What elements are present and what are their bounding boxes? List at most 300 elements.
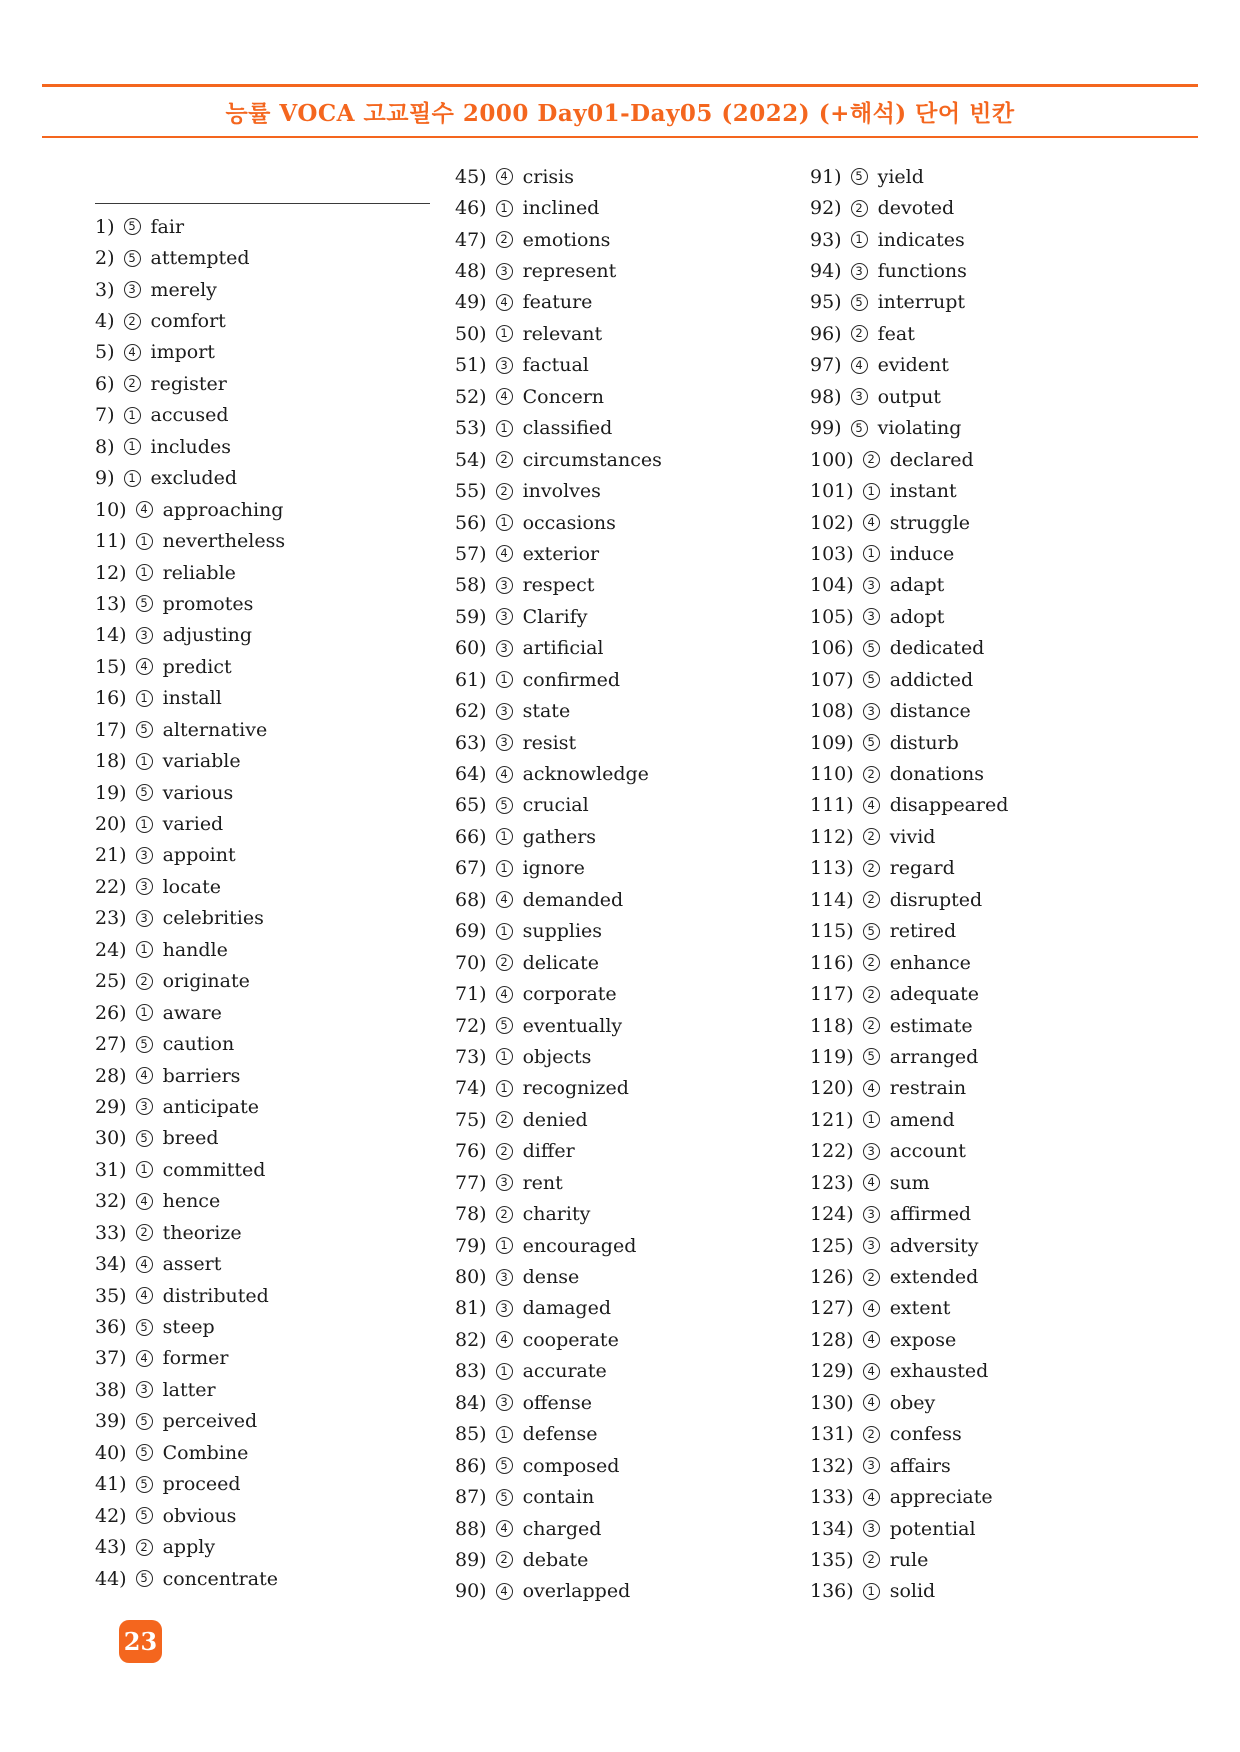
answer-word: denied (522, 1108, 588, 1131)
choice-circle: 5 (136, 1413, 153, 1430)
answer-item (95, 274, 440, 305)
choice-circle: 2 (863, 1269, 880, 1286)
answer-word: confirmed (522, 668, 621, 691)
answer-item (95, 242, 440, 273)
answer-number: 14) (95, 624, 127, 647)
answer-number: 87) (455, 1486, 487, 1509)
answer-word: locate (162, 875, 221, 898)
answer-word: eventually (522, 1014, 623, 1037)
answer-number: 5) (95, 341, 115, 364)
answer-number: 94) (810, 260, 842, 283)
answer-word: struggle (889, 511, 971, 534)
answer-item (455, 758, 800, 789)
answer-number: 41) (95, 1473, 127, 1496)
answer-number: 130) (810, 1391, 854, 1414)
answer-number: 126) (810, 1266, 854, 1289)
answer-number: 46) (455, 197, 487, 220)
answer-number: 26) (95, 1001, 127, 1024)
choice-circle: 1 (496, 1080, 513, 1097)
answer-number: 20) (95, 813, 127, 836)
choice-circle: 2 (496, 1206, 513, 1223)
answer-item (455, 1261, 800, 1292)
answer-word: Combine (162, 1441, 249, 1464)
answer-number: 103) (810, 542, 854, 565)
answer-word: originate (162, 970, 250, 993)
choice-circle: 2 (863, 986, 880, 1003)
answer-item (95, 903, 440, 934)
answer-item (455, 916, 800, 947)
answer-item (95, 1437, 440, 1468)
answer-word: resist (522, 731, 577, 754)
answer-number: 29) (95, 1095, 127, 1118)
answer-item (810, 601, 1155, 632)
answer-number: 48) (455, 260, 487, 283)
answer-number: 89) (455, 1548, 487, 1571)
answer-item (810, 1419, 1155, 1450)
answer-item (95, 714, 440, 745)
choice-circle: 1 (863, 1111, 880, 1128)
choice-circle: 3 (496, 357, 513, 374)
choice-circle: 4 (496, 294, 513, 311)
answer-item (455, 350, 800, 381)
answer-item (810, 947, 1155, 978)
answer-number: 109) (810, 731, 854, 754)
answer-number: 101) (810, 480, 854, 503)
answer-word: aware (162, 1001, 222, 1024)
answer-number: 120) (810, 1077, 854, 1100)
choice-circle: 4 (136, 658, 153, 675)
answer-word: inclined (522, 197, 600, 220)
answer-item (810, 1041, 1155, 1072)
answer-word: feature (522, 291, 593, 314)
answer-word: rule (889, 1548, 929, 1571)
answer-item (95, 1311, 440, 1342)
answer-word: violating (877, 417, 962, 440)
choice-circle: 4 (863, 1300, 880, 1317)
answer-word: demanded (522, 888, 624, 911)
answer-word: declared (889, 448, 974, 471)
answer-item (810, 1387, 1155, 1418)
answer-item (95, 934, 440, 965)
answer-item (95, 1500, 440, 1531)
answer-number: 75) (455, 1108, 487, 1131)
answer-word: promotes (162, 592, 254, 615)
answer-number: 113) (810, 857, 854, 880)
answer-word: estimate (889, 1014, 973, 1037)
choice-circle: 3 (496, 640, 513, 657)
choice-circle: 5 (863, 1048, 880, 1065)
answer-number: 53) (455, 417, 487, 440)
answer-item (810, 192, 1155, 223)
choice-circle: 2 (863, 766, 880, 783)
answer-item (95, 683, 440, 714)
answer-word: classified (522, 417, 613, 440)
choice-circle: 1 (136, 1161, 153, 1178)
header-rule-bottom (42, 136, 1198, 138)
answer-number: 40) (95, 1441, 127, 1464)
answer-item (810, 664, 1155, 695)
choice-circle: 5 (863, 671, 880, 688)
answer-item (95, 1406, 440, 1437)
answer-item (455, 318, 800, 349)
choice-circle: 1 (863, 1583, 880, 1600)
answer-number: 33) (95, 1221, 127, 1244)
choice-circle: 3 (136, 1381, 153, 1398)
answer-item (455, 1387, 800, 1418)
choice-circle: 1 (136, 564, 153, 581)
answer-number: 97) (810, 354, 842, 377)
answer-number: 98) (810, 385, 842, 408)
choice-circle: 1 (863, 545, 880, 562)
answer-item (455, 1356, 800, 1387)
answer-word: cooperate (522, 1328, 619, 1351)
answer-item (455, 978, 800, 1009)
answer-word: vivid (889, 825, 936, 848)
answer-item (810, 350, 1155, 381)
answer-number: 62) (455, 700, 487, 723)
choice-circle: 2 (863, 1017, 880, 1034)
choice-circle: 1 (124, 438, 141, 455)
choice-circle: 5 (851, 420, 868, 437)
choice-circle: 5 (136, 1130, 153, 1147)
answer-number: 56) (455, 511, 487, 534)
answer-word: barriers (162, 1064, 241, 1087)
choice-circle: 2 (124, 313, 141, 330)
choice-circle: 5 (496, 1457, 513, 1474)
answer-word: perceived (162, 1410, 258, 1433)
answer-number: 42) (95, 1504, 127, 1527)
answer-number: 78) (455, 1203, 487, 1226)
answer-number: 54) (455, 448, 487, 471)
answer-word: regard (889, 857, 955, 880)
choice-circle: 1 (496, 1048, 513, 1065)
answer-item (810, 1450, 1155, 1481)
answer-item (810, 821, 1155, 852)
answer-number: 112) (810, 825, 854, 848)
answer-number: 25) (95, 970, 127, 993)
answer-item (455, 192, 800, 223)
answer-number: 43) (95, 1536, 127, 1559)
answer-item (810, 1576, 1155, 1607)
answer-number: 85) (455, 1423, 487, 1446)
choice-circle: 3 (851, 263, 868, 280)
answer-item (810, 570, 1155, 601)
choice-circle: 4 (124, 344, 141, 361)
answer-item (455, 1104, 800, 1135)
answer-number: 93) (810, 228, 842, 251)
choice-circle: 1 (136, 690, 153, 707)
answer-word: addicted (889, 668, 974, 691)
choice-circle: 3 (496, 577, 513, 594)
answer-number: 135) (810, 1548, 854, 1571)
choice-circle: 1 (496, 860, 513, 877)
choice-circle: 2 (136, 1224, 153, 1241)
answer-number: 76) (455, 1140, 487, 1163)
answer-word: acknowledge (522, 763, 649, 786)
choice-circle: 2 (863, 954, 880, 971)
answer-word: install (162, 687, 222, 710)
answer-number: 124) (810, 1203, 854, 1226)
answer-word: accused (150, 404, 229, 427)
choice-circle: 4 (136, 1193, 153, 1210)
answer-item (95, 400, 440, 431)
answer-word: steep (162, 1316, 215, 1339)
choice-circle: 5 (124, 218, 141, 235)
answer-number: 19) (95, 781, 127, 804)
answer-word: overlapped (522, 1580, 631, 1603)
answer-word: apply (162, 1536, 216, 1559)
answer-number: 100) (810, 448, 854, 471)
choice-circle: 3 (136, 910, 153, 927)
choice-circle: 1 (496, 325, 513, 342)
choice-circle: 1 (124, 407, 141, 424)
answer-word: merely (150, 278, 217, 301)
choice-circle: 2 (136, 1539, 153, 1556)
choice-circle: 1 (124, 470, 141, 487)
choice-circle: 5 (136, 1507, 153, 1524)
choice-circle: 3 (851, 388, 868, 405)
answer-word: factual (522, 354, 589, 377)
choice-circle: 3 (136, 1098, 153, 1115)
answer-number: 83) (455, 1360, 487, 1383)
answer-word: donations (889, 763, 984, 786)
answer-word: differ (522, 1140, 575, 1163)
answer-item (455, 884, 800, 915)
answer-item (455, 601, 800, 632)
answer-item (95, 1154, 440, 1185)
answer-word: composed (522, 1454, 620, 1477)
answer-item (95, 1469, 440, 1500)
choice-circle: 1 (136, 816, 153, 833)
answer-word: committed (162, 1158, 266, 1181)
choice-circle: 5 (863, 923, 880, 940)
choice-circle: 2 (863, 1426, 880, 1443)
choice-circle: 4 (496, 545, 513, 562)
answer-number: 44) (95, 1567, 127, 1590)
answer-item (455, 1230, 800, 1261)
choice-circle: 3 (863, 577, 880, 594)
choice-circle: 1 (496, 923, 513, 940)
choice-circle: 1 (496, 828, 513, 845)
answer-item (95, 1374, 440, 1405)
answer-item (455, 1481, 800, 1512)
answer-number: 91) (810, 165, 842, 188)
answer-number: 28) (95, 1064, 127, 1087)
answer-word: various (162, 781, 234, 804)
choice-circle: 4 (496, 1583, 513, 1600)
answer-word: retired (889, 920, 957, 943)
answer-number: 122) (810, 1140, 854, 1163)
choice-circle: 3 (863, 1206, 880, 1223)
choice-circle: 3 (136, 878, 153, 895)
answer-item (95, 1531, 440, 1562)
answer-item (455, 224, 800, 255)
answer-item (95, 966, 440, 997)
choice-circle: 5 (851, 294, 868, 311)
choice-circle: 2 (496, 231, 513, 248)
choice-circle: 2 (124, 375, 141, 392)
choice-circle: 4 (863, 1394, 880, 1411)
answer-number: 35) (95, 1284, 127, 1307)
answer-word: output (877, 385, 941, 408)
choice-circle: 2 (863, 891, 880, 908)
answer-word: adjusting (162, 624, 253, 647)
answer-number: 61) (455, 668, 487, 691)
answer-item (95, 651, 440, 682)
answer-number: 71) (455, 983, 487, 1006)
answer-number: 104) (810, 574, 854, 597)
answer-number: 121) (810, 1108, 854, 1131)
answer-item (95, 1186, 440, 1217)
answer-item (95, 1091, 440, 1122)
answer-word: obey (889, 1391, 936, 1414)
choice-circle: 3 (863, 1457, 880, 1474)
answer-number: 45) (455, 165, 487, 188)
answer-word: breed (162, 1127, 219, 1150)
choice-circle: 2 (863, 860, 880, 877)
answer-word: includes (150, 435, 231, 458)
choice-circle: 5 (851, 168, 868, 185)
choice-circle: 1 (496, 1363, 513, 1380)
answer-item (455, 287, 800, 318)
answer-word: import (150, 341, 215, 364)
answer-item (810, 1481, 1155, 1512)
choice-circle: 2 (496, 483, 513, 500)
answer-item (95, 305, 440, 336)
choice-circle: 1 (136, 941, 153, 958)
answer-number: 116) (810, 951, 854, 974)
answer-number: 123) (810, 1171, 854, 1194)
answer-word: charged (522, 1517, 602, 1540)
choice-circle: 1 (136, 533, 153, 550)
answer-word: extent (889, 1297, 951, 1320)
answer-number: 63) (455, 731, 487, 754)
answer-number: 2) (95, 247, 115, 270)
choice-circle: 5 (136, 784, 153, 801)
answer-word: relevant (522, 322, 603, 345)
answer-word: exhausted (889, 1360, 989, 1383)
answer-word: functions (877, 260, 967, 283)
answer-word: attempted (150, 247, 250, 270)
answer-word: comfort (150, 310, 226, 333)
answer-number: 72) (455, 1014, 487, 1037)
answer-number: 127) (810, 1297, 854, 1320)
answer-item (95, 997, 440, 1028)
choice-circle: 3 (496, 734, 513, 751)
answer-list-divider (95, 203, 430, 204)
answer-word: register (150, 372, 227, 395)
answer-number: 107) (810, 668, 854, 691)
choice-circle: 5 (136, 1319, 153, 1336)
choice-circle: 3 (863, 1237, 880, 1254)
answer-number: 16) (95, 687, 127, 710)
choice-circle: 1 (496, 200, 513, 217)
answer-item (455, 570, 800, 601)
answer-item (455, 947, 800, 978)
answer-item (95, 494, 440, 525)
answer-number: 27) (95, 1033, 127, 1056)
answer-item (95, 557, 440, 588)
answer-number: 132) (810, 1454, 854, 1477)
choice-circle: 2 (496, 1111, 513, 1128)
answer-number: 11) (95, 530, 127, 553)
answer-number: 22) (95, 875, 127, 898)
answer-number: 36) (95, 1316, 127, 1339)
answer-item (455, 1324, 800, 1355)
answer-word: predict (162, 655, 232, 678)
answer-number: 79) (455, 1234, 487, 1257)
answer-word: obvious (162, 1504, 237, 1527)
choice-circle: 4 (136, 501, 153, 518)
answer-item (95, 431, 440, 462)
answer-word: distributed (162, 1284, 269, 1307)
choice-circle: 4 (863, 1363, 880, 1380)
answer-word: expose (889, 1328, 957, 1351)
choice-circle: 2 (851, 325, 868, 342)
answer-number: 52) (455, 385, 487, 408)
answer-item (810, 475, 1155, 506)
answer-number: 134) (810, 1517, 854, 1540)
choice-circle: 4 (496, 986, 513, 1003)
answer-number: 74) (455, 1077, 487, 1100)
answer-item (810, 287, 1155, 318)
answer-item (455, 161, 800, 192)
answer-item (810, 1136, 1155, 1167)
answer-item (810, 884, 1155, 915)
answer-number: 6) (95, 372, 115, 395)
answer-number: 68) (455, 888, 487, 911)
answer-number: 3) (95, 278, 115, 301)
answer-word: ignore (522, 857, 585, 880)
answer-item (455, 695, 800, 726)
answer-item (810, 1356, 1155, 1387)
answer-column-2 (455, 161, 800, 1607)
answer-item (810, 538, 1155, 569)
answer-item (810, 318, 1155, 349)
answer-number: 67) (455, 857, 487, 880)
answer-item (455, 1010, 800, 1041)
answer-item (810, 161, 1155, 192)
answer-item (95, 1563, 440, 1594)
answer-item (810, 758, 1155, 789)
answer-number: 64) (455, 763, 487, 786)
answer-word: crisis (522, 165, 574, 188)
answer-number: 24) (95, 938, 127, 961)
answer-number: 30) (95, 1127, 127, 1150)
answer-item (95, 745, 440, 776)
answer-number: 128) (810, 1328, 854, 1351)
choice-circle: 3 (496, 1394, 513, 1411)
answer-item (455, 821, 800, 852)
answer-number: 37) (95, 1347, 127, 1370)
answer-word: adequate (889, 983, 980, 1006)
choice-circle: 5 (136, 1476, 153, 1493)
answer-word: damaged (522, 1297, 611, 1320)
answer-word: solid (889, 1580, 936, 1603)
answer-item (810, 444, 1155, 475)
answer-number: 49) (455, 291, 487, 314)
choice-circle: 1 (496, 671, 513, 688)
answer-item (810, 1167, 1155, 1198)
answer-number: 12) (95, 561, 127, 584)
choice-circle: 2 (863, 1551, 880, 1568)
choice-circle: 2 (863, 828, 880, 845)
answer-number: 99) (810, 417, 842, 440)
answer-word: confess (889, 1423, 962, 1446)
answer-item (455, 1513, 800, 1544)
answer-item (455, 475, 800, 506)
answer-word: corporate (522, 983, 617, 1006)
